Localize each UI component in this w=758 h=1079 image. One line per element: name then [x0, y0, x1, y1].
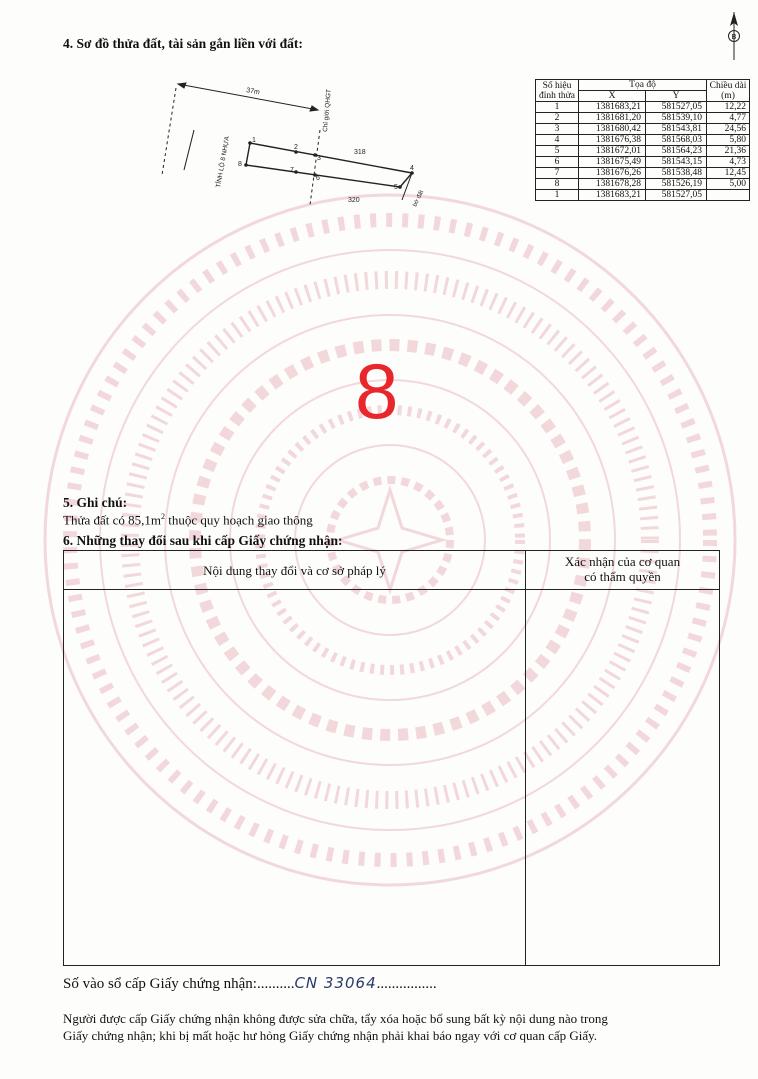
changes-table	[63, 550, 720, 966]
sketch-parcel-top: 318	[354, 149, 366, 156]
table-row: 2 1381681,20 581539,10 4,77	[536, 113, 750, 124]
table-row: 1 1381683,21 581527,05 12,22	[536, 102, 750, 113]
sketch-edge-label: bờ đất	[412, 189, 426, 208]
table-row: 7 1381676,26 581538,48 12,45	[536, 168, 750, 179]
coord-header-y: Y	[646, 91, 707, 102]
sketch-boundary-label: Chỉ giới QHGT	[322, 88, 333, 133]
table-row: 3 1381680,42 581543,81 24,56	[536, 124, 750, 135]
north-label: B	[731, 34, 737, 41]
sketch-point-label: 8	[238, 161, 242, 168]
section-4-title: 4. Sơ đồ thửa đất, tài sản gắn liền với đất:	[63, 36, 303, 51]
page-number: 8	[355, 347, 399, 435]
registry-label: Số vào sổ cấp Giấy chứng nhận:	[63, 976, 257, 992]
changes-header-confirmation: Xác nhận của cơ quan có thẩm quyền	[564, 554, 681, 584]
north-arrow-icon	[724, 12, 744, 62]
sketch-point-label: 2	[294, 144, 298, 151]
changes-header-content: Nội dung thay đổi và cơ sở pháp lý	[203, 563, 386, 578]
parcel-sketch	[150, 70, 450, 220]
sketch-road-label: TỈNH LỘ 8 NHỰA	[215, 135, 232, 189]
sketch-point-label: 1	[252, 137, 256, 144]
table-row: 6 1381675,49 581543,15 4,73	[536, 157, 750, 168]
coord-header-length: Chiều dài (m)	[707, 80, 750, 102]
coord-header-x: X	[579, 91, 646, 102]
section-6-title: 6. Những thay đổi sau khi cấp Giấy chứng nhận:	[63, 533, 343, 548]
sketch-point-label: 4	[410, 165, 414, 172]
section-5-note: Thửa đất có $85,1m^2$ thuộc quy hoạch giao thông	[63, 512, 313, 528]
sketch-point-label: 5	[394, 184, 398, 191]
footer-notice: Người được cấp Giấy chứng nhận không được sửa chữa, tẩy xóa hoặc bổ sung bất kỳ nội dung nào trong Giấy chứng nhận; khi bị mất hoặc hư hỏng Giấy chứng nhận phải khai báo ngay với cơ quan cấp Giấy.	[63, 1011, 608, 1043]
table-row: 5 1381672,01 581564,23 21,36	[536, 146, 750, 157]
registry-line: Số vào sổ cấp Giấy chứng nhận:..........CN 33064................	[63, 974, 437, 992]
table-row: 4 1381676,38 581568,03 5,80	[536, 135, 750, 146]
sketch-point-label: 7	[290, 167, 294, 174]
table-row: 1 1381683,21 581527,05	[536, 190, 750, 201]
table-row: 8 1381678,28 581526,19 5,00	[536, 179, 750, 190]
sketch-parcel-bottom: 320	[348, 197, 360, 204]
sketch-width-label: 37m	[245, 87, 261, 97]
coordinate-table	[535, 79, 750, 201]
coord-header-coord: Tọa độ	[579, 80, 707, 91]
sketch-point-label: 6	[316, 175, 320, 182]
section-5-title: 5. Ghi chú:	[63, 495, 128, 510]
registry-value: CN 33064	[294, 974, 377, 992]
coord-header-point: Số hiệu đỉnh thửa	[536, 80, 579, 102]
sketch-point-label: 3	[317, 155, 321, 162]
